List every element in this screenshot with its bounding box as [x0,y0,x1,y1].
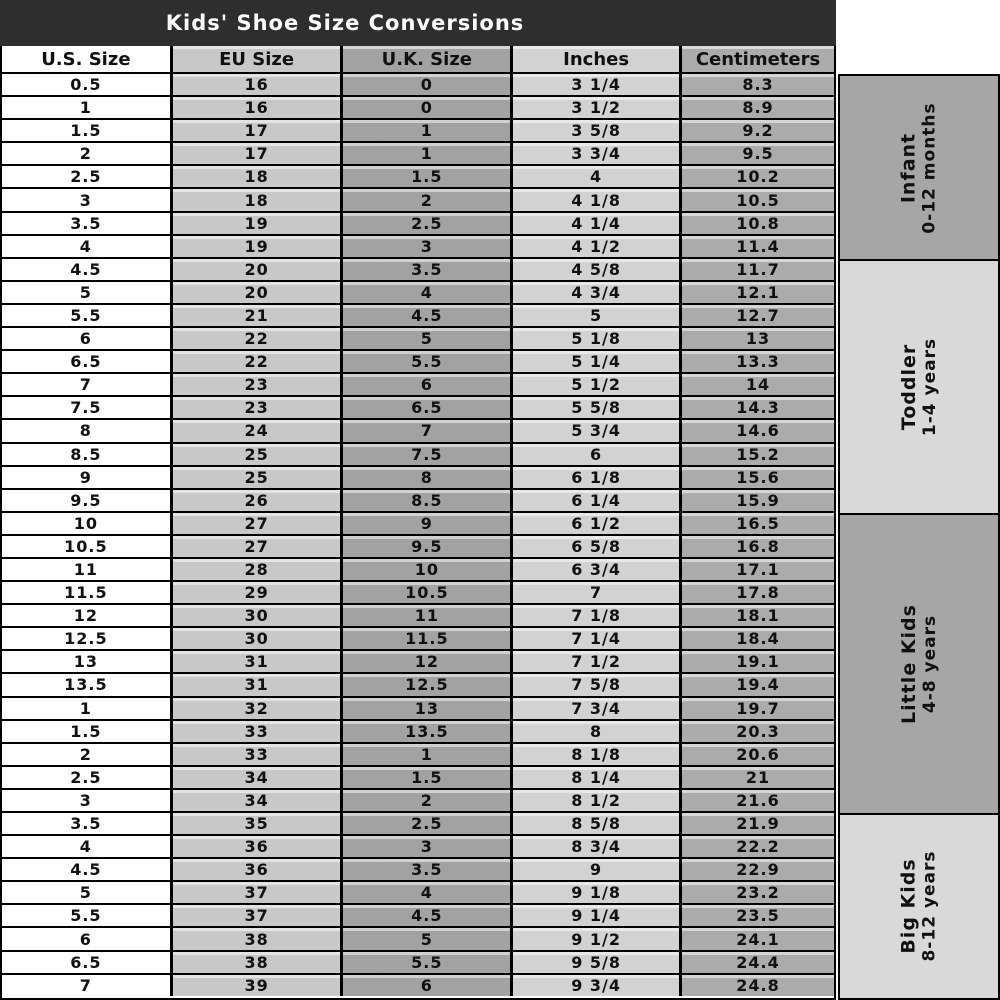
centimeters-cell: 11.4 [679,236,834,257]
inches-cell: 9 1/4 [510,905,679,926]
age-band-range: 4-8 years [919,614,940,714]
us-size-cell: 4 [2,236,170,257]
eu-size-cell: 36 [170,836,341,857]
age-band-name: Little Kids [897,603,920,724]
inches-cell: 9 3/4 [510,975,679,996]
uk-size-cell: 3 [340,836,510,857]
centimeters-cell: 12.7 [679,305,834,326]
centimeters-cell: 10.8 [679,213,834,234]
table-row [2,651,834,674]
us-size-cell: 12 [2,605,170,626]
centimeters-cell: 9.2 [679,120,834,141]
centimeters-cell: 11.7 [679,259,834,280]
us-size-cell: 7 [2,975,170,996]
us-size-cell: 4.5 [2,859,170,880]
uk-size-cell: 10 [340,559,510,580]
eu-size-cell: 24 [170,420,341,441]
inches-cell: 4 1/2 [510,236,679,257]
table-row [2,351,834,374]
table-row [2,282,834,305]
us-size-cell: 10 [2,513,170,534]
uk-size-cell: 7.5 [340,444,510,465]
table-row [2,767,834,790]
eu-size-cell: 19 [170,213,341,234]
inches-cell: 7 3/4 [510,698,679,719]
table-row [2,721,834,744]
eu-size-cell: 39 [170,975,341,996]
uk-size-cell: 8.5 [340,490,510,511]
uk-size-cell: 1 [340,744,510,765]
centimeters-cell: 23.5 [679,905,834,926]
uk-size-cell: 5 [340,328,510,349]
eu-size-cell: 29 [170,582,341,603]
inches-cell: 6 1/8 [510,467,679,488]
us-size-cell: 6.5 [2,952,170,973]
table-row [2,236,834,259]
table-row [2,513,834,536]
table-row [2,143,834,166]
table-row [2,905,834,928]
eu-size-cell: 30 [170,605,341,626]
centimeters-cell: 14 [679,374,834,395]
uk-size-cell: 2 [340,189,510,210]
inches-cell: 4 3/4 [510,282,679,303]
table-row [2,859,834,882]
centimeters-cell: 15.9 [679,490,834,511]
eu-size-cell: 17 [170,143,341,164]
uk-size-cell: 5.5 [340,952,510,973]
age-band-label [898,338,940,436]
inches-cell: 4 5/8 [510,259,679,280]
us-size-cell: 8.5 [2,444,170,465]
table-row [2,928,834,951]
eu-size-cell: 26 [170,490,341,511]
centimeters-cell: 17.1 [679,559,834,580]
uk-size-cell: 9.5 [340,536,510,557]
us-size-cell: 0.5 [2,74,170,95]
inches-cell: 5 [510,305,679,326]
inches-cell: 6 5/8 [510,536,679,557]
us-size-cell: 8 [2,420,170,441]
centimeters-cell: 20.3 [679,721,834,742]
eu-size-cell: 33 [170,721,341,742]
eu-size-cell: 34 [170,767,341,788]
us-size-cell: 1 [2,97,170,118]
us-size-cell: 3.5 [2,813,170,834]
eu-size-cell: 32 [170,698,341,719]
table-body [2,74,834,996]
column-header-eu-size-cell: EU Size [170,46,341,72]
table-row [2,952,834,975]
inches-cell: 7 1/4 [510,628,679,649]
us-size-cell: 10.5 [2,536,170,557]
us-size-cell: 5.5 [2,905,170,926]
eu-size-cell: 37 [170,882,341,903]
centimeters-cell: 24.1 [679,928,834,949]
centimeters-cell: 12.1 [679,282,834,303]
centimeters-cell: 9.5 [679,143,834,164]
eu-size-cell: 31 [170,674,341,695]
eu-size-cell: 25 [170,444,341,465]
age-band-toddler [838,259,1000,515]
inches-cell: 3 3/4 [510,143,679,164]
eu-size-cell: 30 [170,628,341,649]
us-size-cell: 9 [2,467,170,488]
table-row [2,975,834,996]
centimeters-cell: 16.5 [679,513,834,534]
us-size-cell: 11 [2,559,170,580]
table-row [2,605,834,628]
us-size-cell: 4 [2,836,170,857]
centimeters-cell: 8.3 [679,74,834,95]
inches-cell: 6 3/4 [510,559,679,580]
uk-size-cell: 3.5 [340,859,510,880]
centimeters-cell: 19.7 [679,698,834,719]
uk-size-cell: 5 [340,928,510,949]
us-size-cell: 2.5 [2,767,170,788]
age-group-column [838,74,1000,1000]
us-size-cell: 2 [2,143,170,164]
inches-cell: 3 1/2 [510,97,679,118]
uk-size-cell: 8 [340,467,510,488]
table-row [2,467,834,490]
eu-size-cell: 35 [170,813,341,834]
uk-size-cell: 0 [340,97,510,118]
conversion-table [0,46,836,1000]
eu-size-cell: 38 [170,952,341,973]
eu-size-cell: 31 [170,651,341,672]
us-size-cell: 6 [2,328,170,349]
uk-size-cell: 1.5 [340,166,510,187]
uk-size-cell: 2 [340,790,510,811]
centimeters-cell: 18.4 [679,628,834,649]
inches-cell: 5 1/8 [510,328,679,349]
eu-size-cell: 27 [170,513,341,534]
column-header-centimeters-cell: Centimeters [679,46,834,72]
inches-cell: 5 5/8 [510,397,679,418]
eu-size-cell: 16 [170,97,341,118]
eu-size-cell: 36 [170,859,341,880]
age-band-name: Big Kids [897,858,920,955]
eu-size-cell: 23 [170,374,341,395]
table-row [2,374,834,397]
eu-size-cell: 22 [170,351,341,372]
age-band-name: Toddler [898,343,920,431]
eu-size-cell: 38 [170,928,341,949]
eu-size-cell: 25 [170,467,341,488]
uk-size-cell: 1 [340,143,510,164]
table-row [2,582,834,605]
uk-size-cell: 6 [340,374,510,395]
uk-size-cell: 4.5 [340,305,510,326]
eu-size-cell: 18 [170,166,341,187]
inches-cell: 4 1/8 [510,189,679,210]
eu-size-cell: 34 [170,790,341,811]
centimeters-cell: 16.8 [679,536,834,557]
uk-size-cell: 7 [340,420,510,441]
us-size-cell: 3 [2,189,170,210]
centimeters-cell: 20.6 [679,744,834,765]
inches-cell: 6 1/4 [510,490,679,511]
centimeters-cell: 8.9 [679,97,834,118]
uk-size-cell: 6.5 [340,397,510,418]
table-row [2,305,834,328]
us-size-cell: 6.5 [2,351,170,372]
eu-size-cell: 18 [170,189,341,210]
table-row [2,490,834,513]
centimeters-cell: 19.4 [679,674,834,695]
us-size-cell: 13 [2,651,170,672]
centimeters-cell: 24.8 [679,975,834,996]
eu-size-cell: 28 [170,559,341,580]
table-row [2,882,834,905]
eu-size-cell: 20 [170,259,341,280]
age-band-label [898,851,940,962]
centimeters-cell: 18.1 [679,605,834,626]
us-size-cell: 7.5 [2,397,170,418]
centimeters-cell: 10.5 [679,189,834,210]
us-size-cell: 5 [2,882,170,903]
table-row [2,836,834,859]
us-size-cell: 9.5 [2,490,170,511]
inches-cell: 9 1/8 [510,882,679,903]
us-size-cell: 7 [2,374,170,395]
centimeters-cell: 15.2 [679,444,834,465]
uk-size-cell: 13.5 [340,721,510,742]
table-row [2,628,834,651]
inches-cell: 9 5/8 [510,952,679,973]
uk-size-cell: 1.5 [340,767,510,788]
centimeters-cell: 10.2 [679,166,834,187]
column-header-uk-size-cell: U.K. Size [340,46,510,72]
eu-size-cell: 21 [170,305,341,326]
inches-cell: 8 1/2 [510,790,679,811]
inches-cell: 8 [510,721,679,742]
eu-size-cell: 37 [170,905,341,926]
uk-size-cell: 12.5 [340,674,510,695]
uk-size-cell: 10.5 [340,582,510,603]
table-row [2,559,834,582]
age-band-label [898,102,940,233]
centimeters-cell: 21 [679,767,834,788]
eu-size-cell: 16 [170,74,341,95]
inches-cell: 8 5/8 [510,813,679,834]
table-row [2,813,834,836]
uk-size-cell: 4.5 [340,905,510,926]
eu-size-cell: 22 [170,328,341,349]
centimeters-cell: 14.3 [679,397,834,418]
table-row [2,698,834,721]
inches-cell: 3 1/4 [510,74,679,95]
centimeters-cell: 15.6 [679,467,834,488]
centimeters-cell: 17.8 [679,582,834,603]
table-row [2,213,834,236]
age-band-range: 1-4 years [920,338,940,437]
table-row [2,120,834,143]
uk-size-cell: 1 [340,120,510,141]
table-row [2,328,834,351]
inches-cell: 6 [510,444,679,465]
table-row [2,674,834,697]
centimeters-cell: 22.2 [679,836,834,857]
age-band-label [898,604,940,724]
table-row [2,397,834,420]
table-row [2,74,834,97]
us-size-cell: 1.5 [2,721,170,742]
title-bar [0,0,836,46]
table-row [2,189,834,212]
uk-size-cell: 2.5 [340,813,510,834]
us-size-cell: 3 [2,790,170,811]
age-band-little-kids [838,513,1000,815]
centimeters-cell: 22.9 [679,859,834,880]
us-size-cell: 5 [2,282,170,303]
column-header-inches-cell: Inches [510,46,679,72]
inches-cell: 4 [510,166,679,187]
centimeters-cell: 13 [679,328,834,349]
inches-cell: 9 1/2 [510,928,679,949]
uk-size-cell: 3.5 [340,259,510,280]
centimeters-cell: 24.4 [679,952,834,973]
us-size-cell: 1.5 [2,120,170,141]
uk-size-cell: 4 [340,882,510,903]
us-size-cell: 12.5 [2,628,170,649]
us-size-cell: 3.5 [2,213,170,234]
us-size-cell: 11.5 [2,582,170,603]
uk-size-cell: 3 [340,236,510,257]
age-band-big-kids [838,813,1000,1000]
table-row [2,536,834,559]
uk-size-cell: 6 [340,975,510,996]
uk-size-cell: 11.5 [340,628,510,649]
age-band-range: 8-12 years [919,850,940,962]
us-size-cell: 4.5 [2,259,170,280]
uk-size-cell: 9 [340,513,510,534]
uk-size-cell: 4 [340,282,510,303]
uk-size-cell: 11 [340,605,510,626]
uk-size-cell: 13 [340,698,510,719]
us-size-cell: 2 [2,744,170,765]
inches-cell: 8 1/4 [510,767,679,788]
table-row [2,166,834,189]
inches-cell: 5 1/2 [510,374,679,395]
inches-cell: 3 5/8 [510,120,679,141]
centimeters-cell: 21.6 [679,790,834,811]
table-row [2,97,834,120]
table-row [2,420,834,443]
eu-size-cell: 27 [170,536,341,557]
age-band-range: 0-12 months [920,101,940,234]
inches-cell: 8 1/8 [510,744,679,765]
uk-size-cell: 0 [340,74,510,95]
inches-cell: 9 [510,859,679,880]
uk-size-cell: 12 [340,651,510,672]
us-size-cell: 2.5 [2,166,170,187]
table-row [2,790,834,813]
uk-size-cell: 5.5 [340,351,510,372]
eu-size-cell: 19 [170,236,341,257]
table-header-row [2,46,834,74]
centimeters-cell: 13.3 [679,351,834,372]
table-row [2,744,834,767]
table-row [2,444,834,467]
eu-size-cell: 17 [170,120,341,141]
inches-cell: 5 3/4 [510,420,679,441]
centimeters-cell: 23.2 [679,882,834,903]
us-size-cell: 13.5 [2,674,170,695]
inches-cell: 6 1/2 [510,513,679,534]
eu-size-cell: 23 [170,397,341,418]
inches-cell: 8 3/4 [510,836,679,857]
us-size-cell: 6 [2,928,170,949]
us-size-cell: 5.5 [2,305,170,326]
centimeters-cell: 19.1 [679,651,834,672]
inches-cell: 7 1/2 [510,651,679,672]
table-row [2,259,834,282]
inches-cell: 5 1/4 [510,351,679,372]
inches-cell: 7 [510,582,679,603]
centimeters-cell: 14.6 [679,420,834,441]
inches-cell: 7 1/8 [510,605,679,626]
uk-size-cell: 2.5 [340,213,510,234]
eu-size-cell: 33 [170,744,341,765]
age-band-infant [838,74,1000,261]
inches-cell: 7 5/8 [510,674,679,695]
age-band-name: Infant [898,132,920,203]
chart-title: Kids' Shoe Size Conversions [165,11,525,35]
column-header-us-size-cell: U.S. Size [2,46,170,72]
eu-size-cell: 20 [170,282,341,303]
us-size-cell: 1 [2,698,170,719]
centimeters-cell: 21.9 [679,813,834,834]
inches-cell: 4 1/4 [510,213,679,234]
